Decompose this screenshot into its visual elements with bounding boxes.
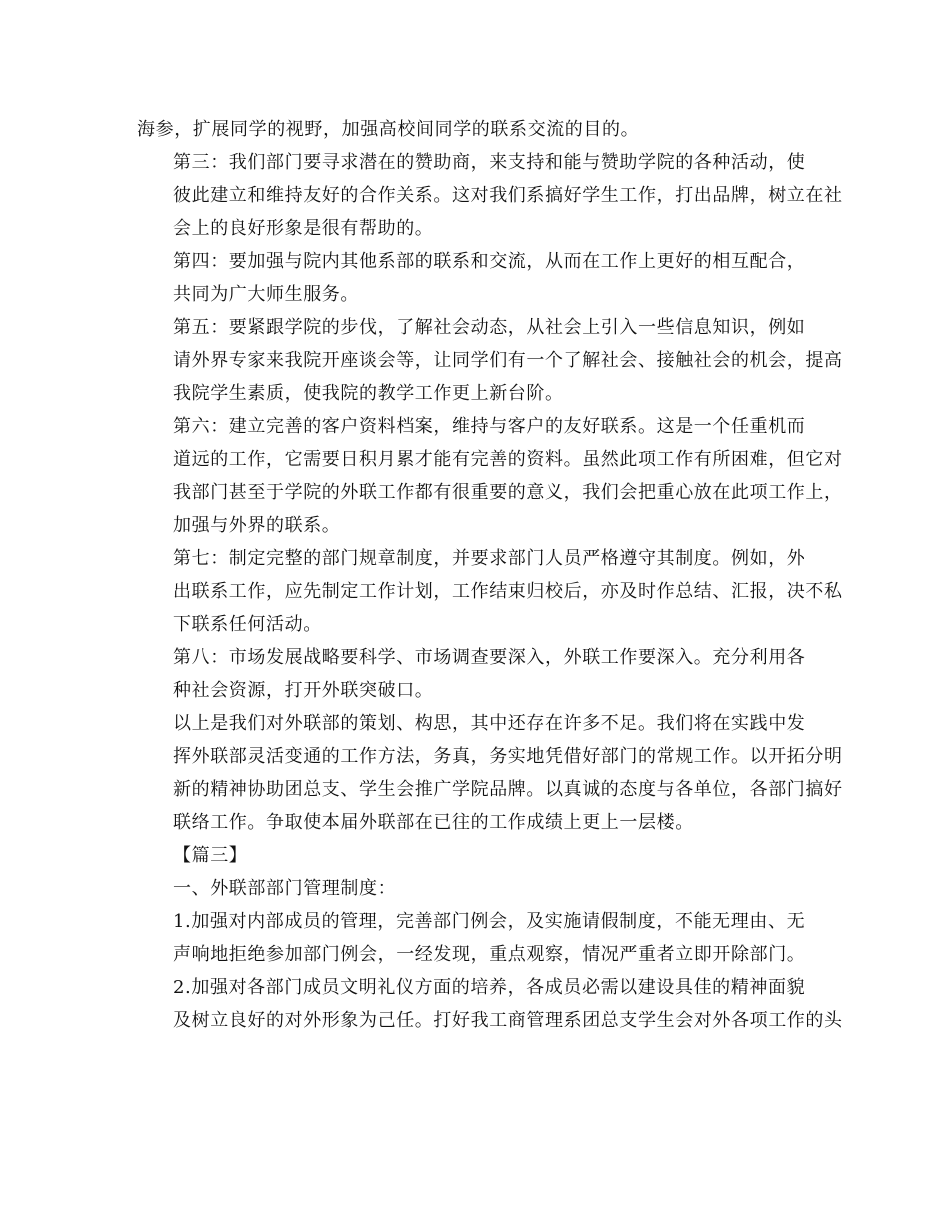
text-line: 新的精神协助团总支、学生会推广学院品牌。以真诚的态度与各单位，各部门搞好 [173,779,843,800]
paragraph [137,542,843,641]
paragraph [137,146,843,245]
text-line: 及树立良好的对外形象为己任。打好我工商管理系团总支学生会对外各项工作的头 [173,1010,843,1031]
text-line: 第五：要紧跟学院的步伐，了解社会动态，从社会上引入一些信息知识，例如 [173,317,806,338]
text-line: 道远的工作，它需要日积月累才能有完善的资料。虽然此项工作有所困难，但它对 [173,449,843,470]
text-line: 出联系工作，应先制定工作计划，工作结束归校后，亦及时作总结、汇报，决不私 [173,581,843,602]
paragraph [137,245,813,311]
text-line: 我部门甚至于学院的外联工作都有很重要的意义，我们会把重心放在此项工作上， [173,482,843,503]
paragraph [137,113,813,146]
text-line: 1.加强对内部成员的管理，完善部门例会，及实施请假制度，不能无理由、无 [173,911,806,932]
text-line: 声响地拒绝参加部门例会，一经发现，重点观察，情况严重者立即开除部门。 [173,944,806,965]
text-line: 彼此建立和维持友好的合作关系。这对我们系搞好学生工作，打出品牌，树立在社 [173,185,843,206]
text-line: 下联系任何活动。 [173,614,322,635]
paragraph [137,707,843,839]
text-line: 请外界专家来我院开座谈会等，让同学们有一个了解社会、接触社会的机会，提高 [173,350,843,371]
paragraph [137,410,843,542]
text-line: 会上的良好形象是很有帮助的。 [173,218,434,239]
text-line: 第六：建立完善的客户资料档案，维持与客户的友好联系。这是一个任重机而 [173,416,806,437]
text-line: 加强与外界的联系。 [173,515,341,536]
paragraph [137,905,813,971]
text-line: 海参，扩展同学的视野，加强高校间同学的联系交流的目的。 [137,119,640,140]
text-line: 共同为广大师生服务。 [173,284,359,305]
paragraph [137,641,813,707]
text-line: 第七：制定完整的部门规章制度，并要求部门人员严格遵守其制度。例如，外 [173,548,806,569]
text-line: 第四：要加强与院内其他系部的联系和交流，从而在工作上更好的相互配合， [173,251,806,272]
text-line: 第三：我们部门要寻求潜在的赞助商，来支持和能与赞助学院的各种活动，使 [173,152,806,173]
text-line: 我院学生素质，使我院的教学工作更上新台阶。 [173,383,564,404]
text-line: 以上是我们对外联部的策划、构思，其中还存在许多不足。我们将在实践中发 [173,713,806,734]
text-line: 种社会资源，打开外联突破口。 [173,680,434,701]
text-line: 第八：市场发展战略要科学、市场调查要深入，外联工作要深入。充分利用各 [173,647,806,668]
document-body [137,113,843,1037]
text-line: 一、外联部部门管理制度： [173,878,397,899]
paragraph [137,311,843,410]
paragraph [137,971,843,1037]
text-line: 【篇三】 [173,845,248,866]
paragraph [137,872,813,905]
text-line: 2.加强对各部门成员文明礼仪方面的培养，各成员必需以建设具佳的精神面貌 [173,977,806,998]
paragraph [137,839,813,872]
text-line: 联络工作。争取使本届外联部在已往的工作成绩上更上一层楼。 [173,812,694,833]
text-line: 挥外联部灵活变通的工作方法，务真，务实地凭借好部门的常规工作。以开拓分明 [173,746,843,767]
